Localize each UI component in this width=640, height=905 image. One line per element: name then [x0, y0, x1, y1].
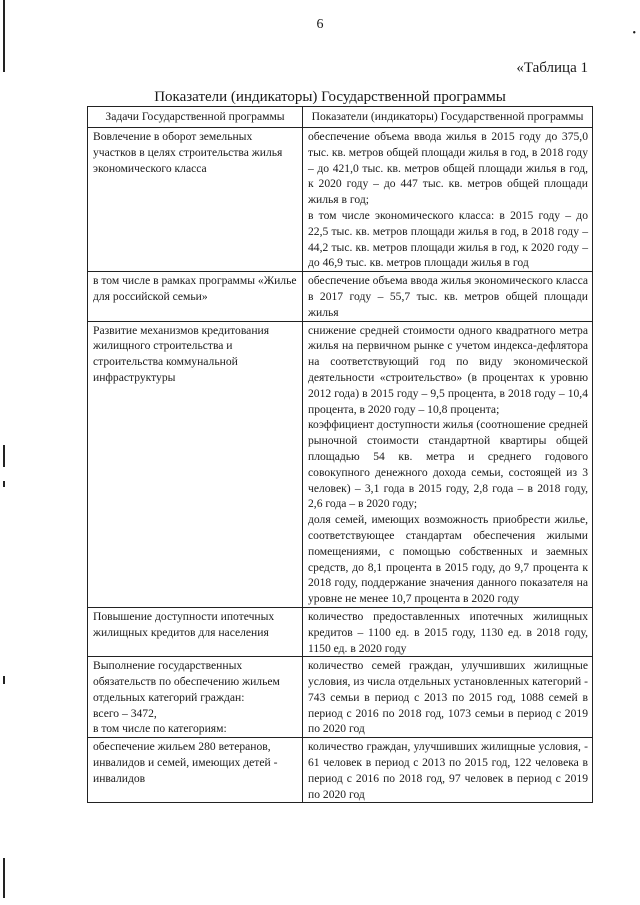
indicator-text: в том числе экономического класса: в 2015 году – до 22,5 тыс. кв. метров площади жилья в год, в 2018 году – 44,2 тыс. кв. метров площади жилья в год, к 2020 году – до 46,9 тыс. кв. метров площади жилья в год — [308, 208, 588, 270]
indicator-text: количество граждан, улучшивших жилищные условия, - 61 человек в период с 2013 по 2015 год, 122 человека в период с 2016 по 2018 год, 97 человек в период с 2019 по 2020 год — [308, 740, 588, 801]
margin-mark — [3, 481, 5, 487]
margin-mark — [3, 0, 5, 72]
margin-mark — [3, 445, 5, 467]
indicator-cell — [303, 272, 593, 321]
indicator-text: доля семей, имеющих возможность приобрести жилье, соответствующее стандартам обеспечения жилыми помещениями, с помощью собственных и заемных средств, до 8,1 процента в 2015 году, до 9,7 процента к 2018 году, поддержание значения данного показателя на уровне не менее 10,7 процента в 2020 году — [308, 513, 588, 606]
task-cell: Повышение доступности ипотечных жилищных кредитов для населения — [88, 607, 303, 656]
task-text: в том числе по категориям: — [93, 722, 227, 736]
header-indicators: Показатели (индикаторы) Государственной программы — [303, 107, 593, 128]
task-cell: обеспечение жильем 280 ветеранов, инвалидов и семей, имеющих детей - инвалидов — [88, 738, 303, 803]
indicator-cell — [303, 607, 593, 656]
indicator-cell — [303, 321, 593, 607]
page-number: 6 — [316, 17, 324, 32]
indicators-table — [87, 106, 593, 803]
table-row — [88, 657, 593, 738]
margin-mark — [3, 676, 5, 684]
margin-mark — [3, 858, 5, 898]
indicator-text: обеспечение объема ввода жилья экономического класса в 2017 году – 55,7 тыс. кв. метров общей площади жилья — [308, 274, 588, 319]
task-cell: Развитие механизмов кредитования жилищного строительства и строительства коммунальной инфраструктуры — [88, 321, 303, 607]
indicator-text: обеспечение объема ввода жилья в 2015 году до 375,0 тыс. кв. метров общей площади жилья в год, в 2018 году – до 421,0 тыс. кв. метров общей площади жилья в год, к 2020 году – до 447 тыс. кв. метров общей площади жилья в год; — [308, 130, 588, 207]
table-title: Показатели (индикаторы) Государственной программы — [154, 89, 506, 105]
table-row — [88, 607, 593, 656]
header-tasks: Задачи Государственной программы — [88, 107, 303, 128]
task-cell — [88, 657, 303, 738]
indicator-cell — [303, 657, 593, 738]
table-reference: «Таблица 1 — [516, 60, 588, 76]
task-text: Выполнение государственных обязательств по обеспечению жильем отдельных категорий граждан: — [93, 659, 280, 704]
indicator-cell — [303, 128, 593, 272]
scan-mark: • — [632, 28, 636, 39]
indicator-cell — [303, 738, 593, 803]
task-cell: в том числе в рамках программы «Жилье для российской семьи» — [88, 272, 303, 321]
table-row — [88, 272, 593, 321]
table-row — [88, 321, 593, 607]
task-cell: Вовлечение в оборот земельных участков в целях строительства жилья экономического класса — [88, 128, 303, 272]
table-header-row — [88, 107, 593, 128]
table-row — [88, 738, 593, 803]
table-row — [88, 128, 593, 272]
indicator-text: снижение средней стоимости одного квадратного метра жилья на первичном рынке с учетом индекса-дефлятора на соответствующий год по виду экономической деятельности «строительство» (в процентах к уровню 2012 года) в 2015 году – 9,5 процента, в 2018 году – 10,4 процента, в 2020 году – 10,8 процента; — [308, 323, 588, 416]
indicator-text: количество предоставленных ипотечных жилищных кредитов – 1100 ед. в 2015 году, 1130 ед. в 2018 году, 1150 ед. в 2020 году — [308, 609, 588, 655]
task-text: всего – 3472, — [93, 706, 157, 720]
indicator-text: коэффициент доступности жилья (соотношение средней рыночной стоимости стандартной квартиры общей площадью 54 кв. метра и среднего годового совокупного денежного дохода семьи, состоящей из 3 человек) – 3,1 года в 2015 году, 2,8 года – в 2018 году, 2,6 года – в 2020 году; — [308, 418, 588, 511]
indicator-text: количество семей граждан, улучшивших жилищные условия, из числа отдельных установленных категорий - 743 семьи в период с 2013 по 2015 год, 1088 семей в период с 2016 по 2018 год, 1073 семьи в период с 2019 по 2020 год — [308, 659, 588, 736]
